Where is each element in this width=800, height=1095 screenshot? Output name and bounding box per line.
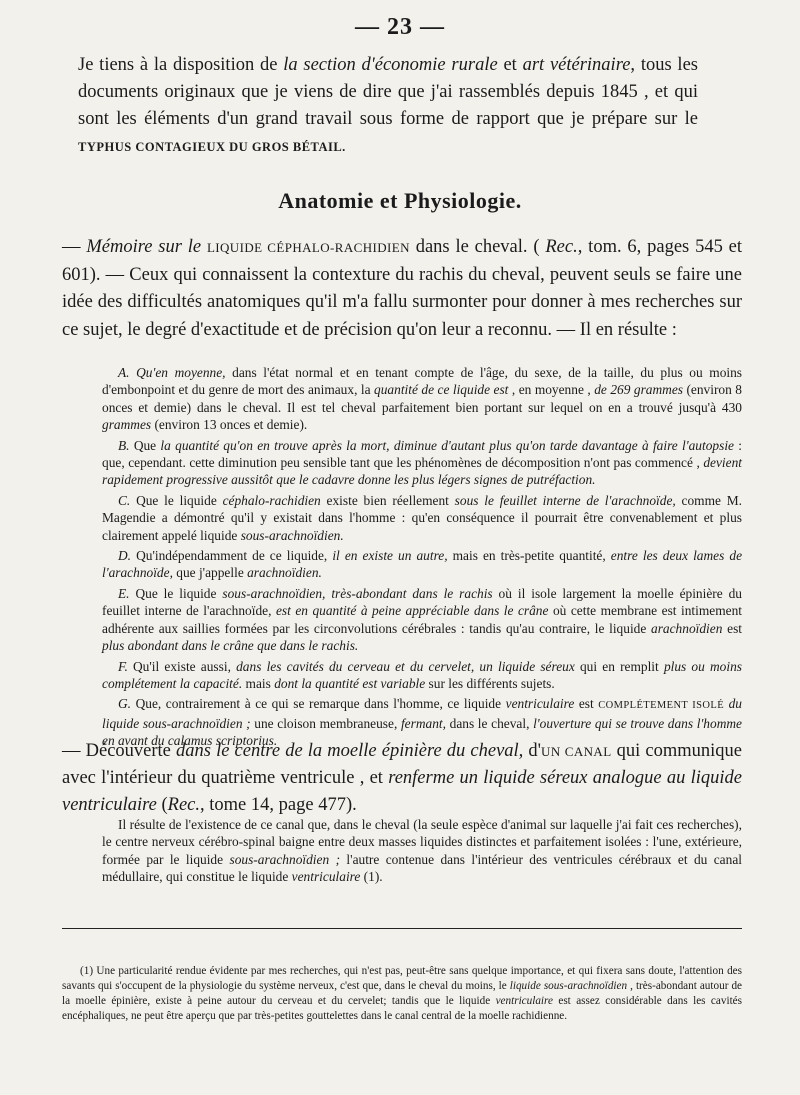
result-text: dans le cheval, [445, 715, 534, 731]
result-letter: E. [118, 585, 136, 601]
intro-text-3: , tous les documents originaux que je viens de dire que j'ai rassemblés depuis 1845 , et qui sont les éléments d'un grand travail sous forme de rapport que je prépare sur le [78, 55, 698, 129]
result-item-f [102, 658, 742, 693]
result-italic: grammes [102, 417, 152, 433]
intro-italic-2: art vétérinaire [522, 55, 631, 75]
result-item-d [102, 547, 742, 582]
footnote-italic: ventriculaire [495, 995, 553, 1007]
result-text: mais [242, 675, 275, 691]
result-italic: est en quantité à peine appréciable dans le crâne [275, 603, 549, 619]
intro-italic-1: la section d'économie rurale [283, 55, 498, 75]
decouverte-text: qui communique avec l'intérieur du quatrième ventricule , et [62, 741, 743, 788]
result-italic: arachnoïdien [651, 620, 723, 636]
result-italic: il en existe un autre, [332, 548, 448, 564]
result-text: que j'appelle [172, 565, 248, 581]
result-text: , en moyenne , [508, 382, 595, 398]
result-italic: arachnoïdien. [247, 565, 322, 581]
footnote-text: est assez considérable dans les cavités encéphaliques, ne peut être aperçu que par très-petites gouttelettes dans le canal central de la moelle rachidienne. [62, 995, 742, 1022]
result-text: une cloison membraneuse, [250, 715, 401, 731]
footnote-italic: liquide sous-arachnoïdien [509, 980, 628, 992]
resulte-text-block [102, 816, 742, 886]
result-italic: plus ou moins complétement la capacité. [102, 658, 742, 691]
decouverte-smallcaps: UN CANAL [541, 744, 612, 759]
decouverte-text: d' [523, 741, 542, 761]
resulte-text: (1). [360, 869, 383, 885]
result-text: Que, contrairement à ce qui se remarque dans l'homme, ce liquide [135, 696, 506, 712]
intro-text-2: et [497, 55, 523, 75]
decouverte-text: Découverte [85, 741, 177, 761]
result-letter: F. [118, 658, 133, 674]
result-text: est [574, 696, 599, 712]
results-list [102, 364, 742, 753]
result-letter: G. [118, 696, 136, 712]
footnote [62, 964, 742, 1024]
result-italic: devient rapidement progressive aussitôt que le cadavre donne les plus légers signes de putréfaction. [102, 455, 742, 488]
result-smallcaps: COMPLÉTEMENT ISOLÉ [598, 700, 725, 712]
result-text: Qu'il existe aussi, [132, 658, 237, 674]
memoire-dash: — [62, 237, 87, 257]
result-text: où cette membrane est intimement adhérente aux saillies formées par les circonvolutions cérébrales : tandis qu'au contraire, le liquide [102, 603, 742, 636]
result-item-e [102, 585, 742, 655]
result-italic: entre les deux lames de l'arachnoïde, [102, 548, 743, 581]
footnote-text: , très-abondant autour de la moelle épinière, existe à peine autour du cerveau et du cervelet; tandis que le liquide [62, 980, 743, 1007]
result-text: Qu'indépendamment de ce liquide, [136, 548, 333, 564]
result-text: Que [133, 437, 161, 453]
result-italic: l'ouverture qui se trouve dans l'homme en avant du calamus scriptorius. [102, 715, 742, 749]
memoire-text-2: , tom. 6, pages 545 et 601). — Ceux qui connaissent la contexture du rachis du cheval, peuvent seuls se faire une idée des difficultés anatomiques qu'il m'a fallu surmonter pour donner à mes recherches sur ce sujet, le degré d'exactitude et de précision qu'on leur a reconnu. — Il en résulte : [62, 237, 742, 340]
result-italic: sous le feuillet interne de l'arachnoïde, [454, 492, 676, 508]
result-letter: D. [118, 548, 137, 564]
result-italic: dont la quantité est variable [274, 675, 426, 691]
result-text: est [722, 620, 742, 636]
result-italic: sous-arachnoïdien, très-abondant dans le rachis [222, 585, 493, 601]
memoire-smallcaps: LIQUIDE CÉPHALO-RACHIDIEN [206, 240, 410, 255]
decouverte-italic: Rec. [167, 795, 201, 815]
resulte-italic: sous-arachnoïdien ; [229, 851, 341, 867]
result-text: où il isole largement la moelle épinière du feuillet interne de l'arachnoïde, [102, 585, 742, 619]
decouverte-paragraph [62, 738, 742, 819]
section-heading: Anatomie et Physiologie. [278, 188, 522, 213]
result-text: Que le liquide [136, 492, 223, 508]
result-italic: la quantité qu'on en trouve après la mort, diminue d'autant plus qu'on tarde davantage à faire l'autopsie [160, 437, 734, 453]
result-italic: de 269 grammes [594, 382, 683, 398]
result-text: comme M. Magendie a démontré qu'il y existait dans l'homme : qu'en conséquence il pourrait être convenablement et plus clairement appelé liquide [102, 492, 742, 543]
result-letter: B. [118, 437, 134, 453]
result-text: Que le liquide [135, 585, 223, 601]
page-number: — 23 — [355, 14, 445, 40]
footnote-text: (1) Une particularité rendue évidente par mes recherches, qui n'est pas, peut-être sans quelque importance, et qui fixera sans doute, l'attention des savants qui s'occupent de la physiologie du système nerveux, c'est que, dans le cheval du moins, le [62, 965, 742, 992]
result-item-a [102, 364, 742, 434]
result-text: dans l'état normal et en tenant compte de l'âge, du sexe, de la taille, du plus ou moins d'embonpoint et du genre de mort des animaux, la [102, 365, 743, 398]
memoire-paragraph [62, 234, 742, 344]
decouverte-dash: — [62, 741, 86, 761]
result-text: qui en remplit [574, 658, 664, 674]
footnote-text-block [62, 964, 742, 1024]
result-italic: dans les cavités du cerveau et du cervelet, un liquide séreux [236, 658, 575, 674]
result-text: sur les différents sujets. [425, 675, 555, 691]
memoire-italic-1: Mémoire sur le [86, 237, 207, 257]
intro-text-1: Je tiens à la disposition de [78, 55, 284, 75]
result-item-b [102, 437, 742, 489]
result-italic: quantité de ce liquide est [374, 382, 509, 398]
result-italic: Qu'en moyenne, [136, 365, 226, 380]
memoire-text-1: dans le cheval. ( [409, 237, 546, 257]
result-italic: ventriculaire [505, 696, 575, 712]
result-italic: fermant, [400, 715, 446, 731]
result-italic: du liquide sous-arachnoïdien ; [102, 696, 742, 731]
result-item-c [102, 492, 742, 544]
result-italic: céphalo-rachidien [222, 492, 321, 508]
decouverte-text: ( [156, 795, 168, 815]
result-italic: plus abondant dans le crâne que dans le rachis. [102, 638, 359, 654]
result-text: mais en très-petite quantité, [447, 548, 611, 564]
decouverte-text: , tome 14, page 477). [200, 795, 357, 815]
resulte-italic: ventriculaire [291, 869, 361, 885]
memoire-italic-2: Rec. [545, 237, 578, 257]
result-letter: A. [118, 365, 137, 380]
result-italic: sous-arachnoïdien. [240, 527, 344, 543]
footnote-divider [62, 928, 742, 929]
result-text: : que, cependant. cette diminution peu sensible tant que les phénomènes de décomposition n'ont pas commencé , [102, 437, 742, 471]
resulte-paragraph [102, 816, 742, 886]
result-text: (environ 8 onces et demie) dans le cheval. Il est tel cheval parfaitement bien portant sur lequel on en a trouvé jusqu'à 430 [102, 382, 742, 415]
resulte-text: l'autre contenue dans l'intérieur des ventricules cérébraux et du canal médullaire, qui constitue le liquide [102, 851, 742, 885]
result-text: existe bien réellement [320, 492, 455, 508]
decouverte-italic: dans le centre de la moelle épinière du cheval, [176, 741, 524, 761]
intro-paragraph [78, 52, 698, 161]
result-text: (environ 13 onces et demie). [151, 417, 308, 433]
decouverte-italic: renferme un liquide séreux analogue au liquide ventriculaire [62, 768, 742, 815]
result-letter: C. [118, 492, 137, 508]
resulte-text: Il résulte de l'existence de ce canal que, dans le cheval (la seule espèce d'animal sur laquelle j'ai fait ces recherches), le centre nerveux cérébro-spinal baigne entre deux masses liquides distinctes et parfaitement isolées : l'une, extérieure, formée par le liquide [102, 817, 742, 867]
intro-smallcaps: TYPHUS CONTAGIEUX DU GROS BÉTAIL. [78, 140, 346, 154]
